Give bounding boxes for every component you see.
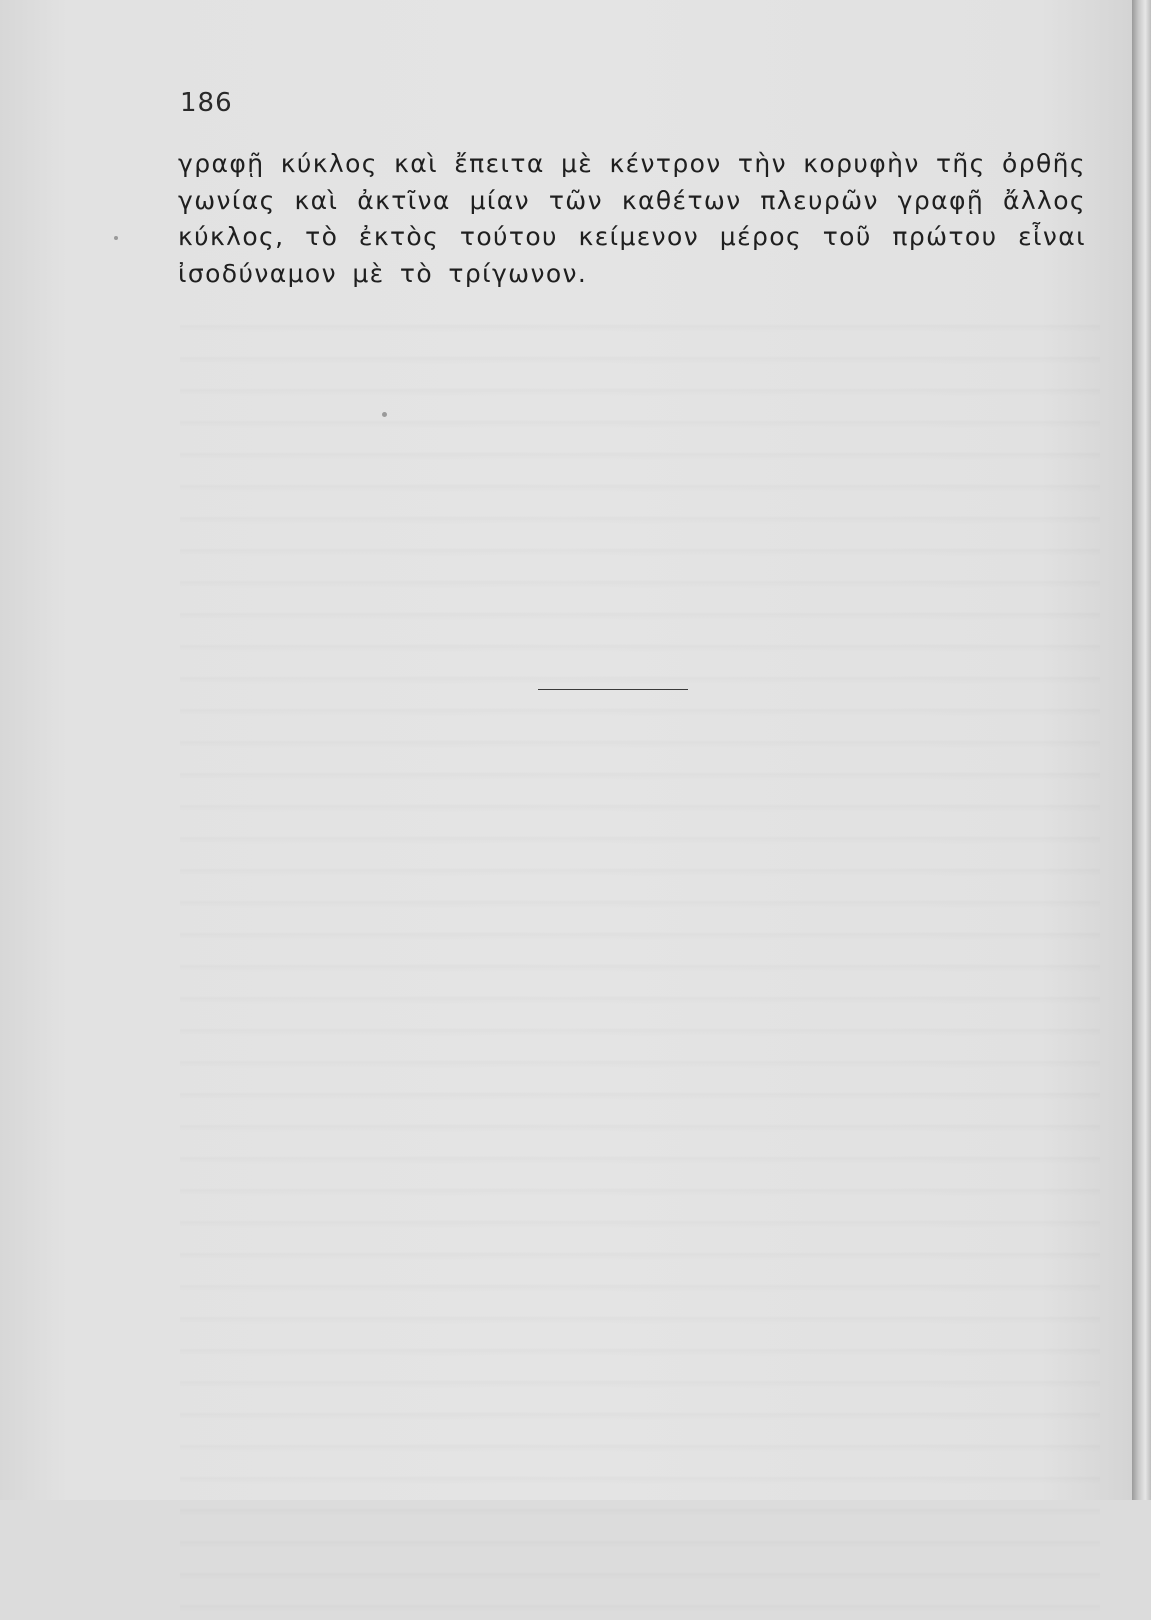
section-divider bbox=[538, 689, 688, 690]
paper-speck bbox=[114, 236, 118, 240]
paper-speck bbox=[382, 412, 387, 417]
show-through-texture bbox=[180, 300, 1100, 1620]
body-paragraph: γραφῇ κύκλος καὶ ἔπειτα μὲ κέντρον τὴν κορυφὴν τῆς ὀρθῆς γωνίας καὶ ἀκτῖνα μίαν τῶν καθέτων πλευρῶν γραφῇ ἄλλος κύκλος, τὸ ἐκτὸς τούτου κείμενον μέρος τοῦ πρώτου εἶναι ἰσοδύναμον μὲ τὸ τρίγωνον. bbox=[178, 149, 1086, 288]
page-number: 186 bbox=[180, 88, 233, 118]
page-edge bbox=[1132, 0, 1151, 1500]
